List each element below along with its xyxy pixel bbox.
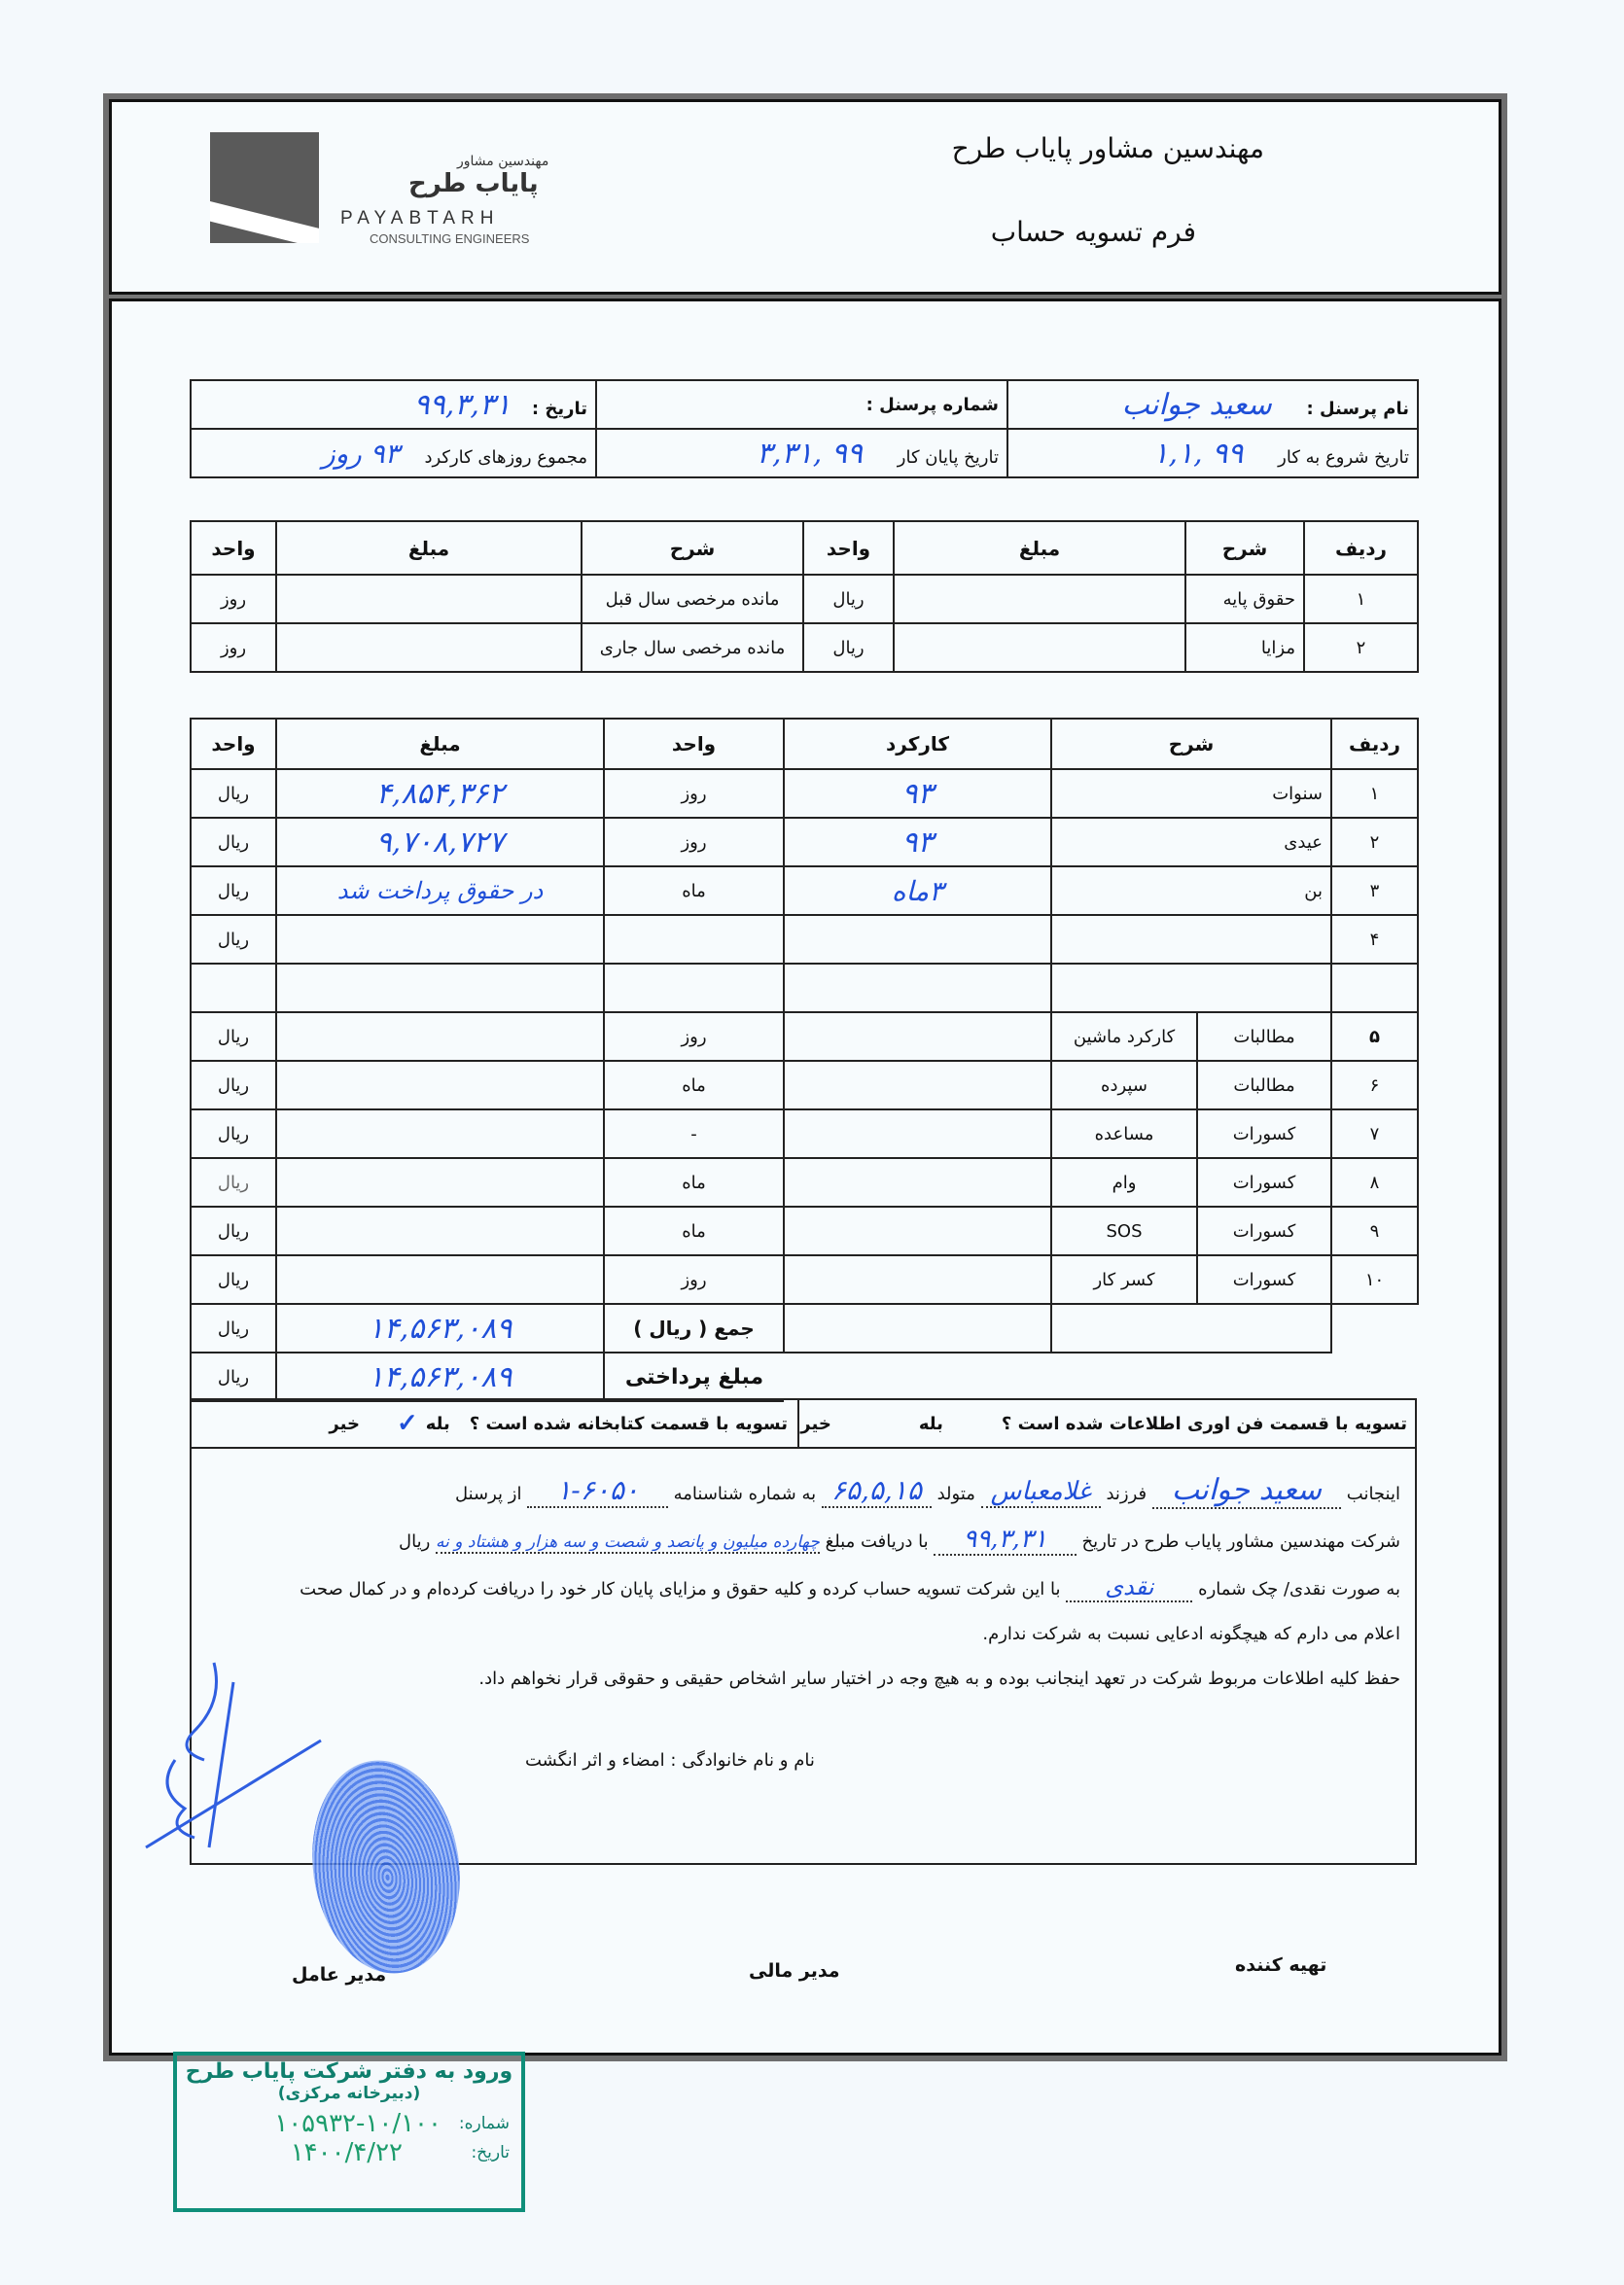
sum-unit: ریال bbox=[191, 1304, 276, 1353]
table-row bbox=[191, 1207, 1418, 1255]
row-amount-field[interactable]: در حقوق پرداخت شد bbox=[276, 866, 604, 915]
col-header-desc: شرح bbox=[1185, 521, 1304, 575]
row-no: ۲ bbox=[1304, 623, 1418, 672]
blank-cell bbox=[1331, 1304, 1418, 1353]
stamp-number-value: ۱۰۵۹۳۲-۱۰/۱۰۰ bbox=[274, 2109, 441, 2138]
row-amount-2-field[interactable] bbox=[276, 575, 582, 623]
row-amount-field[interactable] bbox=[276, 1255, 604, 1304]
row-desc: مزایا bbox=[1185, 623, 1304, 672]
sum-row bbox=[191, 1304, 1418, 1353]
row-amount-field[interactable]: ۴,۸۵۴,۳۶۲ bbox=[276, 769, 604, 818]
text-segment: از پرسنل bbox=[454, 1484, 522, 1504]
table-row bbox=[191, 769, 1418, 818]
row-desc: حقوق پایه bbox=[1185, 575, 1304, 623]
row-desc: وام bbox=[1051, 1158, 1197, 1207]
start-date-label: تاریخ شروع به کار bbox=[1278, 446, 1409, 468]
row-desc: مساعده bbox=[1051, 1109, 1197, 1158]
col-header-desc: شرح bbox=[1051, 719, 1331, 769]
sign-label: نام و نام خانوادگی : امضاء و اثر انگشت bbox=[525, 1750, 815, 1771]
col-header-unit: واحد bbox=[803, 521, 894, 575]
blank-cell bbox=[1051, 1353, 1331, 1401]
row-unit-2: ریال bbox=[191, 915, 276, 964]
father-name-field[interactable]: غلامعباس bbox=[981, 1477, 1101, 1508]
row-desc: سنوات bbox=[1051, 769, 1331, 818]
ceo-label: مدیر عامل bbox=[292, 1964, 387, 1986]
paid-value-field[interactable]: ۱۴,۵۶۳,۰۸۹ bbox=[276, 1353, 604, 1401]
table-row bbox=[191, 866, 1418, 915]
blank-cell bbox=[276, 964, 604, 1012]
row-amount-field[interactable] bbox=[276, 1109, 604, 1158]
date-value: ۹۹,۳,۳۱ bbox=[413, 387, 512, 422]
declaration-line-2 bbox=[209, 1517, 1400, 1564]
row-category: کسورات bbox=[1197, 1109, 1331, 1158]
settlement-questions bbox=[190, 1398, 1417, 1449]
library-question-label: تسویه با قسمت کتابخانه شده است ؟ bbox=[469, 1413, 788, 1434]
row-unit-2: ریال bbox=[191, 769, 276, 818]
total-days-label: مجموع روزهای کارکرد bbox=[424, 446, 587, 468]
blank-cell bbox=[784, 1353, 1051, 1401]
row-work-field[interactable] bbox=[784, 1255, 1051, 1304]
settlement-table-header bbox=[191, 719, 1418, 769]
library-settlement-question bbox=[192, 1400, 797, 1447]
library-yes-option[interactable]: بله bbox=[425, 1413, 450, 1434]
personnel-number-cell[interactable] bbox=[596, 380, 1007, 429]
row-unit: ماه bbox=[604, 866, 784, 915]
row-unit-2: روز bbox=[191, 623, 276, 672]
text-segment: فرزند bbox=[1106, 1484, 1147, 1504]
personnel-name-value: سعید جوانب bbox=[1121, 387, 1272, 422]
company-title: مهندسین مشاور پایاب طرح bbox=[951, 132, 1264, 164]
row-amount-field[interactable] bbox=[894, 575, 1185, 623]
row-desc: عیدی bbox=[1051, 818, 1331, 866]
row-no: ۱۰ bbox=[1331, 1255, 1418, 1304]
blank-cell bbox=[604, 964, 784, 1012]
row-work-field[interactable]: ۹۳ bbox=[784, 818, 1051, 866]
table-row bbox=[191, 915, 1418, 964]
checkmark-icon: ✓ bbox=[396, 1409, 418, 1438]
row-no: ۳ bbox=[1331, 866, 1418, 915]
row-unit-2: ریال bbox=[191, 1109, 276, 1158]
personnel-info-table bbox=[190, 379, 1419, 478]
row-no: ۸ bbox=[1331, 1158, 1418, 1207]
row-amount-field[interactable] bbox=[276, 1061, 604, 1109]
stamp-subtitle: (دبیرخانه مرکزی) bbox=[277, 2084, 421, 2103]
text-segment: با این شرکت تسویه حساب کرده و کلیه حقوق و مزایای پایان کار خود را دریافت کرده‌ام و در کمال صحت bbox=[300, 1579, 1061, 1600]
table-row bbox=[191, 623, 1418, 672]
row-no: ۵ bbox=[1331, 1012, 1418, 1061]
birth-date-field[interactable]: ۶۵,۵,۱۵ bbox=[822, 1474, 932, 1508]
row-no: ۷ bbox=[1331, 1109, 1418, 1158]
col-header-amount: مبلغ bbox=[276, 719, 604, 769]
preparer-label: تهیه کننده bbox=[1235, 1954, 1327, 1976]
id-number-field[interactable]: ۶۰۵۰-۱ bbox=[527, 1474, 668, 1508]
table-row bbox=[191, 1158, 1418, 1207]
row-unit: ریال bbox=[803, 575, 894, 623]
text-segment: به شماره شناسنامه bbox=[673, 1484, 817, 1504]
total-days-value: ۹۳ روز bbox=[322, 437, 400, 470]
row-unit-2: ریال bbox=[191, 1255, 276, 1304]
row-unit-2: ریال bbox=[191, 1158, 276, 1207]
row-work-field[interactable] bbox=[784, 915, 1051, 964]
logo-fa-name: پایاب طرح bbox=[408, 169, 539, 198]
sum-value-field[interactable]: ۱۴,۵۶۳,۰۸۹ bbox=[276, 1304, 604, 1353]
logo-en-subtitle: CONSULTING ENGINEERS bbox=[370, 231, 530, 246]
salary-table-header bbox=[191, 521, 1418, 575]
form-title: فرم تسویه حساب bbox=[990, 216, 1196, 248]
row-unit-2: ریال bbox=[191, 818, 276, 866]
row-unit: ماه bbox=[604, 1061, 784, 1109]
row-amount-field[interactable] bbox=[276, 915, 604, 964]
row-no: ۱ bbox=[1331, 769, 1418, 818]
registry-stamp bbox=[173, 2052, 525, 2212]
row-unit: ماه bbox=[604, 1207, 784, 1255]
table-row bbox=[191, 818, 1418, 866]
col-header-desc-2: شرح bbox=[582, 521, 803, 575]
end-date-cell[interactable] bbox=[596, 429, 1007, 477]
row-amount-field[interactable] bbox=[276, 1012, 604, 1061]
row-work-field[interactable] bbox=[784, 1109, 1051, 1158]
row-desc: SOS bbox=[1051, 1207, 1197, 1255]
table-row bbox=[191, 1061, 1418, 1109]
text-segment: شرکت مهندسین مشاور پایاب طرح در تاریخ bbox=[1081, 1531, 1400, 1552]
header-separator bbox=[109, 292, 1501, 301]
personnel-name-label: نام پرسنل : bbox=[1306, 398, 1409, 419]
stamp-title: ورود به دفتر شرکت پایاب طرح bbox=[185, 2059, 513, 2084]
date-cell[interactable] bbox=[191, 380, 596, 429]
row-desc bbox=[1051, 915, 1331, 964]
table-row bbox=[191, 575, 1418, 623]
row-desc: بن bbox=[1051, 866, 1331, 915]
text-segment: متولد bbox=[936, 1484, 975, 1504]
personnel-name-cell[interactable] bbox=[1007, 380, 1418, 429]
amount-words-field[interactable]: چهارده میلیون و پانصد و شصت و سه هزار و هشتاد و نه bbox=[436, 1532, 820, 1552]
table-row bbox=[191, 1255, 1418, 1304]
blank-cell bbox=[1331, 964, 1418, 1012]
row-unit: روز bbox=[604, 769, 784, 818]
declaration-line-3 bbox=[209, 1564, 1400, 1612]
settlement-date-field[interactable]: ۹۹,۳,۳۱ bbox=[934, 1525, 1076, 1556]
paid-row bbox=[191, 1353, 1418, 1401]
col-header-row-no: ردیف bbox=[1331, 719, 1418, 769]
row-no: ۴ bbox=[1331, 915, 1418, 964]
sum-label: جمع ( ریال ) bbox=[604, 1304, 784, 1353]
payment-method-field[interactable]: نقدی bbox=[1066, 1573, 1192, 1602]
row-amount-field[interactable]: ۹,۷۰۸,۷۲۷ bbox=[276, 818, 604, 866]
logo-en-name: PAYABTARH bbox=[340, 208, 500, 228]
declaration-line-5: حفظ کلیه اطلاعات مربوط شرکت در تعهد اینجانب بوده و به هیچ وجه در اختیار سایر اشخاص حقیقی و حقوقی قرار نخواهم داد. bbox=[478, 1669, 1400, 1689]
it-no-option[interactable]: خیر bbox=[800, 1413, 831, 1434]
library-no-option[interactable]: خیر bbox=[329, 1413, 360, 1434]
start-date-cell[interactable] bbox=[1007, 429, 1418, 477]
row-category: مطالبات bbox=[1197, 1061, 1331, 1109]
total-days-cell[interactable] bbox=[191, 429, 596, 477]
row-unit: روز bbox=[604, 818, 784, 866]
logo-fa-subtitle: مهندسین مشاور bbox=[457, 154, 549, 169]
salary-table bbox=[190, 520, 1419, 673]
row-unit: ماه bbox=[604, 1158, 784, 1207]
row-no: ۲ bbox=[1331, 818, 1418, 866]
row-unit-2: ریال bbox=[191, 1061, 276, 1109]
row-unit: ریال bbox=[803, 623, 894, 672]
row-work-field[interactable] bbox=[784, 1207, 1051, 1255]
col-header-amount-2: مبلغ bbox=[276, 521, 582, 575]
text-segment: با دریافت مبلغ bbox=[825, 1531, 929, 1552]
declaration-line-4: اعلام می دارم که هیچگونه ادعایی نسبت به شرکت ندارم. bbox=[982, 1624, 1400, 1644]
paid-label: مبلغ پرداختی bbox=[604, 1353, 784, 1401]
row-unit: روز bbox=[604, 1255, 784, 1304]
row-work-field[interactable]: ۹۳ bbox=[784, 769, 1051, 818]
row-unit-2: روز bbox=[191, 575, 276, 623]
finance-manager-label: مدیر مالی bbox=[749, 1960, 840, 1982]
row-amount-field[interactable] bbox=[894, 623, 1185, 672]
stamp-date-value: ۱۴۰۰/۴/۲۲ bbox=[290, 2138, 403, 2167]
text-segment: به صورت نقدی/ چک شماره bbox=[1198, 1579, 1400, 1600]
row-no: ۱ bbox=[1304, 575, 1418, 623]
row-desc: کارکرد ماشین bbox=[1051, 1012, 1197, 1061]
row-amount-field[interactable] bbox=[276, 1158, 604, 1207]
blank-cell bbox=[1051, 1304, 1331, 1353]
row-desc-2: مانده مرخصی سال جاری bbox=[582, 623, 803, 672]
row-amount-2-field[interactable] bbox=[276, 623, 582, 672]
paid-unit: ریال bbox=[191, 1353, 276, 1401]
text-segment: اینجانب bbox=[1346, 1484, 1400, 1504]
blank-cell bbox=[191, 964, 276, 1012]
blank-cell bbox=[1331, 1353, 1418, 1401]
row-unit-2: ریال bbox=[191, 1012, 276, 1061]
row-work-field[interactable] bbox=[784, 1012, 1051, 1061]
table-row bbox=[191, 1109, 1418, 1158]
row-work-field[interactable] bbox=[784, 1061, 1051, 1109]
row-unit: - bbox=[604, 1109, 784, 1158]
row-category: کسورات bbox=[1197, 1255, 1331, 1304]
it-settlement-question bbox=[797, 1400, 1415, 1447]
row-unit-2: ریال bbox=[191, 866, 276, 915]
declarant-name-field[interactable]: سعید جوانب bbox=[1152, 1473, 1341, 1509]
row-category: کسورات bbox=[1197, 1158, 1331, 1207]
blank-cell bbox=[784, 1304, 1051, 1353]
col-header-work: کارکرد bbox=[784, 719, 1051, 769]
blank-cell bbox=[1051, 964, 1331, 1012]
table-row bbox=[191, 1012, 1418, 1061]
row-desc: سپرده bbox=[1051, 1061, 1197, 1109]
row-no: ۶ bbox=[1331, 1061, 1418, 1109]
row-unit: روز bbox=[604, 1012, 784, 1061]
date-label: تاریخ : bbox=[531, 398, 587, 419]
row-work-field[interactable] bbox=[784, 1158, 1051, 1207]
stamp-number-label: شماره: bbox=[458, 2114, 510, 2133]
row-desc-2: مانده مرخصی سال قبل bbox=[582, 575, 803, 623]
row-unit-2: ریال bbox=[191, 1207, 276, 1255]
row-amount-field[interactable] bbox=[276, 1207, 604, 1255]
blank-cell bbox=[784, 964, 1051, 1012]
it-yes-option[interactable]: بله bbox=[918, 1413, 943, 1434]
row-unit bbox=[604, 915, 784, 964]
settlement-items-table bbox=[190, 718, 1419, 1402]
col-header-unit: واحد bbox=[604, 719, 784, 769]
end-date-label: تاریخ پایان کار bbox=[897, 446, 999, 468]
row-category: کسورات bbox=[1197, 1207, 1331, 1255]
it-question-label: تسویه با قسمت فن اوری اطلاعات شده است ؟ bbox=[1001, 1413, 1407, 1434]
col-header-amount: مبلغ bbox=[894, 521, 1185, 575]
row-no: ۹ bbox=[1331, 1207, 1418, 1255]
row-category: مطالبات bbox=[1197, 1012, 1331, 1061]
personnel-number-label: شماره پرسنل : bbox=[865, 394, 999, 415]
col-header-row-no: ردیف bbox=[1304, 521, 1418, 575]
text-segment: ریال bbox=[399, 1531, 431, 1552]
table-row-blank bbox=[191, 964, 1418, 1012]
declaration-text bbox=[209, 1468, 1400, 1702]
end-date-value: ۹۹ ,۳,۳۱ bbox=[756, 436, 864, 471]
col-header-unit-2: واحد bbox=[191, 719, 276, 769]
row-work-field[interactable]: ۳ماه bbox=[784, 866, 1051, 915]
declaration-line-1 bbox=[209, 1468, 1400, 1517]
start-date-value: ۹۹ ,۱,۱ bbox=[1152, 436, 1244, 471]
stamp-date-label: تاریخ: bbox=[471, 2143, 510, 2162]
col-header-unit-2: واحد bbox=[191, 521, 276, 575]
company-logo-icon bbox=[210, 132, 319, 243]
row-desc: کسر کار bbox=[1051, 1255, 1197, 1304]
